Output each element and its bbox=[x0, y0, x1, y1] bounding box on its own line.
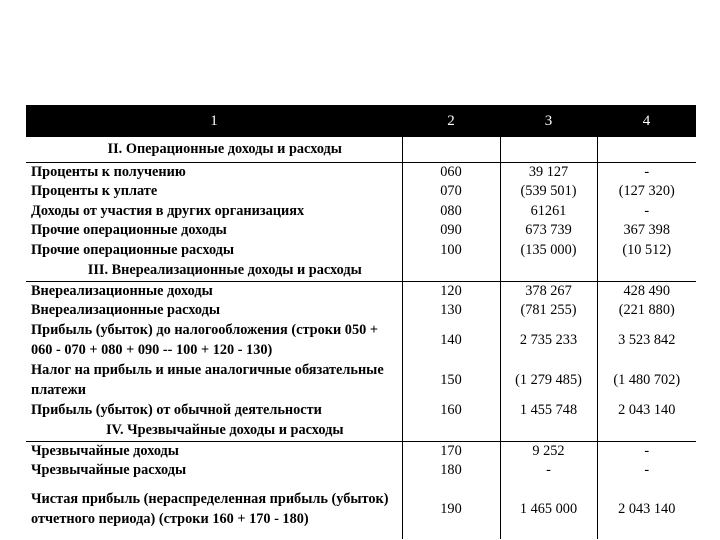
row-value-col4: 367 398 bbox=[623, 222, 670, 238]
row-code: 060 bbox=[402, 162, 500, 182]
row-label: Прибыль (убыток) до налогообложения (строки 050 + 060 - 070 + 080 + 090 -- 100 + 120 - 130) bbox=[26, 321, 402, 361]
row-code: 160 bbox=[402, 401, 500, 421]
row-value-col4: (221 880) bbox=[618, 302, 675, 318]
row-label: Прибыль (убыток) от обычной деятельности bbox=[26, 401, 402, 421]
section-title: III. Внереализационные доходы и расходы bbox=[26, 260, 402, 281]
row-value-col4: (10 512) bbox=[622, 241, 672, 258]
header-col-3: 3 bbox=[500, 105, 597, 137]
row-label: Чрезвычайные доходы bbox=[26, 441, 402, 461]
row-code: 070 bbox=[402, 182, 500, 202]
table-row bbox=[26, 162, 696, 182]
row-value-col3: 2 735 233 bbox=[500, 321, 597, 361]
row-value-col3: 1 455 748 bbox=[500, 401, 597, 421]
row-code: 100 bbox=[402, 241, 500, 261]
row-value-col3: - bbox=[500, 461, 597, 481]
table-row bbox=[26, 281, 696, 301]
row-code: 180 bbox=[402, 461, 500, 481]
section-title: IV. Чрезвычайные доходы и расходы bbox=[26, 420, 402, 441]
header-row bbox=[26, 105, 696, 137]
row-code: 190 bbox=[402, 481, 500, 539]
row-label: Прочие операционные расходы bbox=[26, 241, 402, 261]
table-row bbox=[26, 221, 696, 241]
row-code: 090 bbox=[402, 221, 500, 241]
section-title: II. Операционные доходы и расходы bbox=[26, 137, 402, 162]
table-row bbox=[26, 301, 696, 321]
row-value-col3: (1 279 485) bbox=[500, 361, 597, 401]
row-value-col3: 673 739 bbox=[500, 221, 597, 241]
table-row bbox=[26, 401, 696, 421]
row-value-col4: - bbox=[644, 163, 650, 180]
row-value-col3: 61261 bbox=[500, 202, 597, 222]
row-value-col4: - bbox=[644, 462, 650, 478]
row-code: 080 bbox=[402, 202, 500, 222]
row-value-col3: 39 127 bbox=[500, 162, 597, 182]
row-value-col4: - bbox=[644, 202, 650, 219]
row-value-col4: 428 490 bbox=[623, 282, 670, 299]
row-value-col4: 2 043 140 bbox=[618, 401, 676, 418]
section-row bbox=[26, 420, 696, 441]
row-value-col3: (135 000) bbox=[500, 241, 597, 261]
table-row bbox=[26, 202, 696, 222]
header-col-2: 2 bbox=[402, 105, 500, 137]
table-row bbox=[26, 361, 696, 401]
table-row bbox=[26, 182, 696, 202]
row-label: Проценты к уплате bbox=[26, 182, 402, 202]
table-row bbox=[26, 321, 696, 361]
row-value-col4: 2 043 140 bbox=[618, 500, 676, 517]
row-label: Проценты к получению bbox=[26, 162, 402, 182]
row-label: Чистая прибыль (нераспределенная прибыль (убыток) отчетного периода) (строки 160 + 170 - 180) bbox=[26, 481, 402, 539]
row-value-col4: 3 523 842 bbox=[618, 331, 676, 348]
row-code: 150 bbox=[402, 361, 500, 401]
row-value-col4: - bbox=[644, 442, 650, 459]
row-label: Налог на прибыль и иные аналогичные обязательные платежи bbox=[26, 361, 402, 401]
row-label: Внереализационные доходы bbox=[26, 281, 402, 301]
row-value-col4: (1 480 702) bbox=[613, 371, 681, 388]
row-label: Прочие операционные доходы bbox=[26, 221, 402, 241]
row-value-col4: (127 320) bbox=[618, 183, 675, 199]
row-value-col3: 9 252 bbox=[500, 441, 597, 461]
row-label: Чрезвычайные расходы bbox=[26, 461, 402, 481]
table-row bbox=[26, 461, 696, 481]
row-code: 130 bbox=[402, 301, 500, 321]
header-col-1: 1 bbox=[26, 105, 402, 137]
header-col-4: 4 bbox=[597, 105, 696, 137]
financial-report-table-wrapper bbox=[26, 105, 696, 539]
row-code: 140 bbox=[402, 321, 500, 361]
table-row bbox=[26, 441, 696, 461]
row-code: 170 bbox=[402, 441, 500, 461]
row-value-col3: (539 501) bbox=[500, 182, 597, 202]
section-row bbox=[26, 137, 696, 162]
table-row bbox=[26, 481, 696, 539]
section-row bbox=[26, 260, 696, 281]
financial-report-table bbox=[26, 105, 696, 539]
row-value-col3: 1 465 000 bbox=[500, 481, 597, 539]
table-row bbox=[26, 241, 696, 261]
row-label: Доходы от участия в других организациях bbox=[26, 202, 402, 222]
row-label: Внереализационные расходы bbox=[26, 301, 402, 321]
row-value-col3: 378 267 bbox=[500, 281, 597, 301]
row-value-col3: (781 255) bbox=[500, 301, 597, 321]
row-code: 120 bbox=[402, 281, 500, 301]
